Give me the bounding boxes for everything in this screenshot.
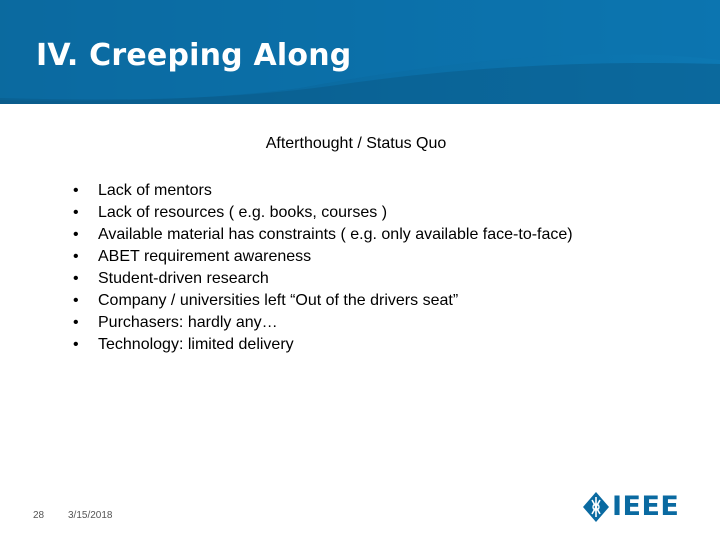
- slide-title: IV. Creeping Along: [36, 38, 352, 73]
- list-item: [73, 180, 573, 202]
- subtitle-text: Afterthought / Status Quo: [265, 135, 447, 152]
- list-item: [73, 246, 573, 268]
- bullet-marker: •: [73, 182, 79, 199]
- slide-subtitle: [0, 135, 648, 153]
- bullet-text: Lack of resources ( e.g. books, courses ): [98, 204, 388, 221]
- bullet-marker: •: [73, 314, 79, 331]
- bullet-marker: •: [73, 226, 79, 243]
- page-number: 28: [33, 510, 45, 521]
- bullet-text: Available material has constraints ( e.g. only available face-to-face): [98, 226, 573, 243]
- bullet-marker: •: [73, 292, 79, 309]
- bullet-text: ABET requirement awareness: [98, 248, 312, 265]
- bullet-text: Purchasers: hardly any…: [98, 314, 278, 331]
- bullet-text: Lack of mentors: [98, 182, 212, 199]
- list-item: [73, 224, 573, 246]
- slide-header: [0, 0, 720, 104]
- ieee-logo: [582, 491, 694, 523]
- bullet-marker: •: [73, 270, 79, 287]
- list-item: [73, 312, 573, 334]
- ieee-diamond-icon: [582, 491, 610, 523]
- footer-date: 3/15/2018: [68, 510, 113, 521]
- list-item: [73, 268, 573, 290]
- bullet-text: Company / universities left “Out of the drivers seat”: [98, 292, 459, 309]
- bullet-marker: •: [73, 336, 79, 353]
- list-item: [73, 290, 573, 312]
- bullet-marker: •: [73, 204, 79, 221]
- ieee-logo-text: IEEE: [612, 491, 680, 522]
- list-item: [73, 202, 573, 224]
- bullet-marker: •: [73, 248, 79, 265]
- bullet-list: [73, 180, 573, 356]
- list-item: [73, 334, 573, 356]
- bullet-text: Student-driven research: [98, 270, 269, 287]
- bullet-text: Technology: limited delivery: [98, 336, 294, 353]
